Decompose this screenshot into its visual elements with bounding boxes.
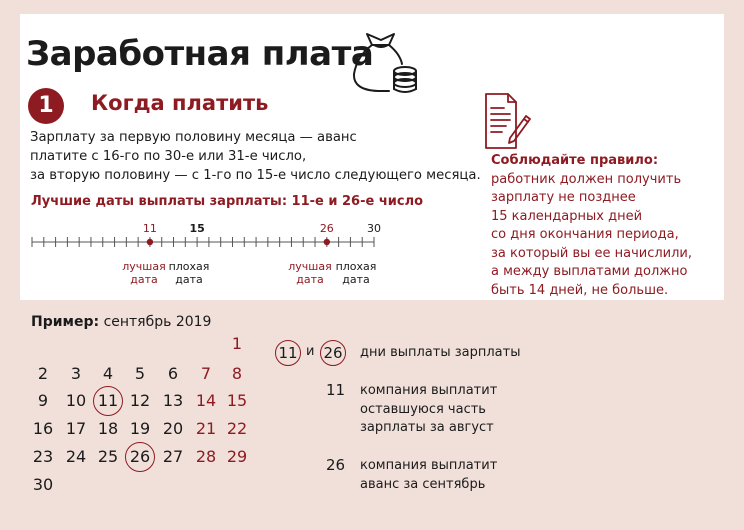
legend-item-number: 11 <box>326 381 346 399</box>
rule-line: быть 14 дней, не больше. <box>491 282 669 298</box>
rule-line: а между выплатами должно <box>491 264 688 279</box>
legend-item-number: 26 <box>326 456 346 474</box>
intro-line: платите с 16-го по 30-е или 31-е число, <box>30 149 307 164</box>
legend-item-text: компания выплатит оставшуюся часть зарплаты за август <box>360 383 498 435</box>
legend-item-text: компания выплатит аванс за сентябрь <box>360 458 498 492</box>
timeline-label-best: лучшая дата <box>122 260 166 286</box>
calendar-day: 15 <box>226 391 248 410</box>
calendar-day: 18 <box>97 419 119 438</box>
page-title: Заработная плата <box>26 34 374 74</box>
calendar-day: 30 <box>32 475 54 494</box>
money-bag-icon <box>345 30 417 96</box>
calendar-day: 24 <box>65 447 87 466</box>
timeline-tick-label: 15 <box>189 222 205 235</box>
calendar-day: 7 <box>200 364 212 383</box>
timeline-axis <box>28 218 381 252</box>
legend-ring-description: дни выплаты зарплаты <box>360 345 521 360</box>
rule-line: 15 календарных дней <box>491 208 643 224</box>
example-label: Пример: <box>31 314 100 330</box>
timeline-label-best: лучшая дата <box>288 260 332 286</box>
payment-timeline <box>28 218 381 292</box>
example-month: сентябрь 2019 <box>103 314 212 330</box>
document-pen-icon <box>482 92 532 152</box>
calendar-day: 13 <box>162 391 184 410</box>
calendar-day: 14 <box>195 391 217 410</box>
calendar-day: 12 <box>129 391 151 410</box>
calendar-day: 11 <box>97 391 119 410</box>
rule-line: со дня окончания периода, <box>491 227 679 242</box>
example-heading <box>31 314 211 330</box>
legend-conjunction: и <box>306 344 315 359</box>
legend-ring-11: 11 <box>275 340 301 366</box>
payday-ring <box>125 442 155 472</box>
calendar-day: 19 <box>129 419 151 438</box>
calendar-day: 20 <box>162 419 184 438</box>
intro-line: Зарплату за первую половину месяца — аванс <box>30 130 357 145</box>
payment-rule <box>491 152 692 300</box>
calendar-day: 10 <box>65 391 87 410</box>
timeline-tick-label: 26 <box>319 222 334 235</box>
intro-line: за вторую половину — с 1-го по 15-е число следующего месяца. <box>30 168 481 183</box>
timeline-marker <box>147 239 153 245</box>
calendar-day: 22 <box>226 419 248 438</box>
calendar-day: 9 <box>37 391 49 410</box>
calendar-day: 21 <box>195 419 217 438</box>
section-title: Когда платить <box>91 91 269 115</box>
calendar-day: 6 <box>167 364 179 383</box>
rule-line: зарплату не позднее <box>491 190 636 205</box>
calendar-day: 28 <box>195 447 217 466</box>
calendar-day: 5 <box>134 364 146 383</box>
calendar-day: 25 <box>97 447 119 466</box>
intro-text <box>30 128 481 185</box>
section-number-badge: 1 <box>28 88 64 124</box>
calendar-day: 29 <box>226 447 248 466</box>
calendar-day: 2 <box>37 364 49 383</box>
calendar-day: 4 <box>102 364 114 383</box>
calendar-day: 3 <box>70 364 82 383</box>
best-dates-heading: Лучшие даты выплаты зарплаты: 11-е и 26-е число <box>31 194 424 209</box>
timeline-tick-label: 11 <box>142 222 157 235</box>
timeline-tick-label: 30 <box>367 222 381 235</box>
timeline-marker <box>324 239 330 245</box>
legend-ring-26: 26 <box>320 340 346 366</box>
calendar-day: 17 <box>65 419 87 438</box>
calendar-day: 1 <box>231 334 243 353</box>
calendar-day: 27 <box>162 447 184 466</box>
calendar-day: 16 <box>32 419 54 438</box>
timeline-label-bad: плохая дата <box>168 260 210 286</box>
payday-ring <box>93 386 123 416</box>
calendar-day: 23 <box>32 447 54 466</box>
calendar-day: 8 <box>231 364 243 383</box>
timeline-label-bad: плохая дата <box>335 260 377 286</box>
calendar-day: 26 <box>129 447 151 466</box>
rule-line: работник должен получить <box>491 171 682 187</box>
rule-heading: Соблюдайте правило: <box>491 153 659 168</box>
rule-line: за который вы ее начислили, <box>491 245 693 261</box>
